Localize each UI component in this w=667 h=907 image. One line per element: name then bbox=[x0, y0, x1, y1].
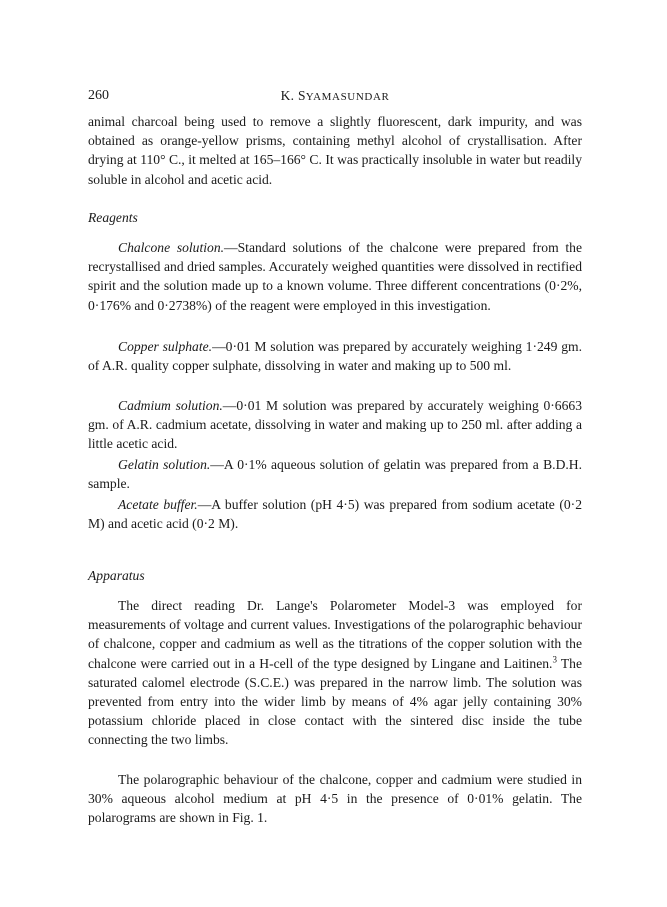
chalcone-title: Chalcone solution. bbox=[118, 240, 225, 255]
gelatin-paragraph bbox=[88, 455, 582, 493]
author-rest: YAMASUNDAR bbox=[305, 91, 390, 103]
page-number: 260 bbox=[88, 88, 109, 103]
acetate-text: —A buffer solution (pH 4·5) was prepared from sodium acetate (0·2 M) and acetic acid (0·2 M). bbox=[88, 497, 583, 532]
apparatus-text-2: The polarographic behaviour of the chalcone, copper and cadmium were studied in 30% aqueous alcohol medium at pH 4·5 in the presence of 0·01% gelatin. The polarograms are shown in Fig. 1. bbox=[88, 772, 582, 826]
reagents-heading: Reagents bbox=[88, 210, 138, 225]
apparatus-heading: Apparatus bbox=[88, 568, 145, 583]
intro-text: animal charcoal being used to remove a slightly fluorescent, dark impurity, and was obtained as orange-yellow prisms, containing methyl alcohol of crystallisation. After drying at 110° C., it melted at 165–166° C. It was practically insoluble in water but readily soluble in alcohol and acetic acid. bbox=[88, 114, 582, 187]
gelatin-text: —A 0·1% aqueous solution of gelatin was prepared from a B.D.H. sample. bbox=[88, 457, 582, 492]
apparatus-paragraph-1 bbox=[88, 596, 582, 750]
apparatus-text-1: The direct reading Dr. Lange's Polarometer Model-3 was employed for measurements of voltage and current values. Investigations of the polarographic behaviour of chalcone, copper and cadmium as well as the titrations of the copper solution with the chalcone were carried out in a H-cell of the type designed by Lingane and Laitinen. bbox=[88, 598, 582, 671]
cadmium-paragraph bbox=[88, 396, 582, 454]
acetate-title: Acetate buffer. bbox=[118, 497, 198, 512]
apparatus-paragraph-2 bbox=[88, 770, 582, 828]
gelatin-title: Gelatin solution. bbox=[118, 457, 211, 472]
copper-title: Copper sulphate. bbox=[118, 339, 213, 354]
cadmium-text: —0·01 M solution was prepared by accurately weighing 0·6663 gm. of A.R. cadmium acetate, dissolving in water and making up to 250 ml. after adding a little acetic acid. bbox=[88, 398, 582, 452]
apparatus-text-1b: The saturated calomel electrode (S.C.E.) was prepared in the narrow limb. The solution was prevented from entry into the wider limb by means of 4% agar jelly containing 30% potassium chloride placed in close contact with the sintered disc inside the tube connecting the two limbs. bbox=[88, 655, 582, 748]
chalcone-text: —Standard solutions of the chalcone were prepared from the recrystallised and dried samples. Accurately weighed quantities were dissolved in rectified spirit and the solution made up to a known volume. Three different concentrations (0·2%, 0·176% and 0·2738%) of the reagent were employed in this investigation. bbox=[88, 240, 582, 313]
reference-3: 3 bbox=[552, 654, 557, 665]
running-head bbox=[88, 86, 582, 107]
intro-paragraph bbox=[88, 112, 582, 189]
page-header bbox=[88, 86, 582, 106]
acetate-paragraph bbox=[88, 495, 582, 533]
author-initial: K. S bbox=[280, 88, 306, 103]
chalcone-paragraph bbox=[88, 238, 582, 315]
copper-text: —0·01 M solution was prepared by accurately weighing 1·249 gm. of A.R. quality copper sulphate, dissolving in water and making up to 500 ml. bbox=[88, 339, 582, 374]
cadmium-title: Cadmium solution. bbox=[118, 398, 223, 413]
copper-paragraph bbox=[88, 337, 582, 375]
